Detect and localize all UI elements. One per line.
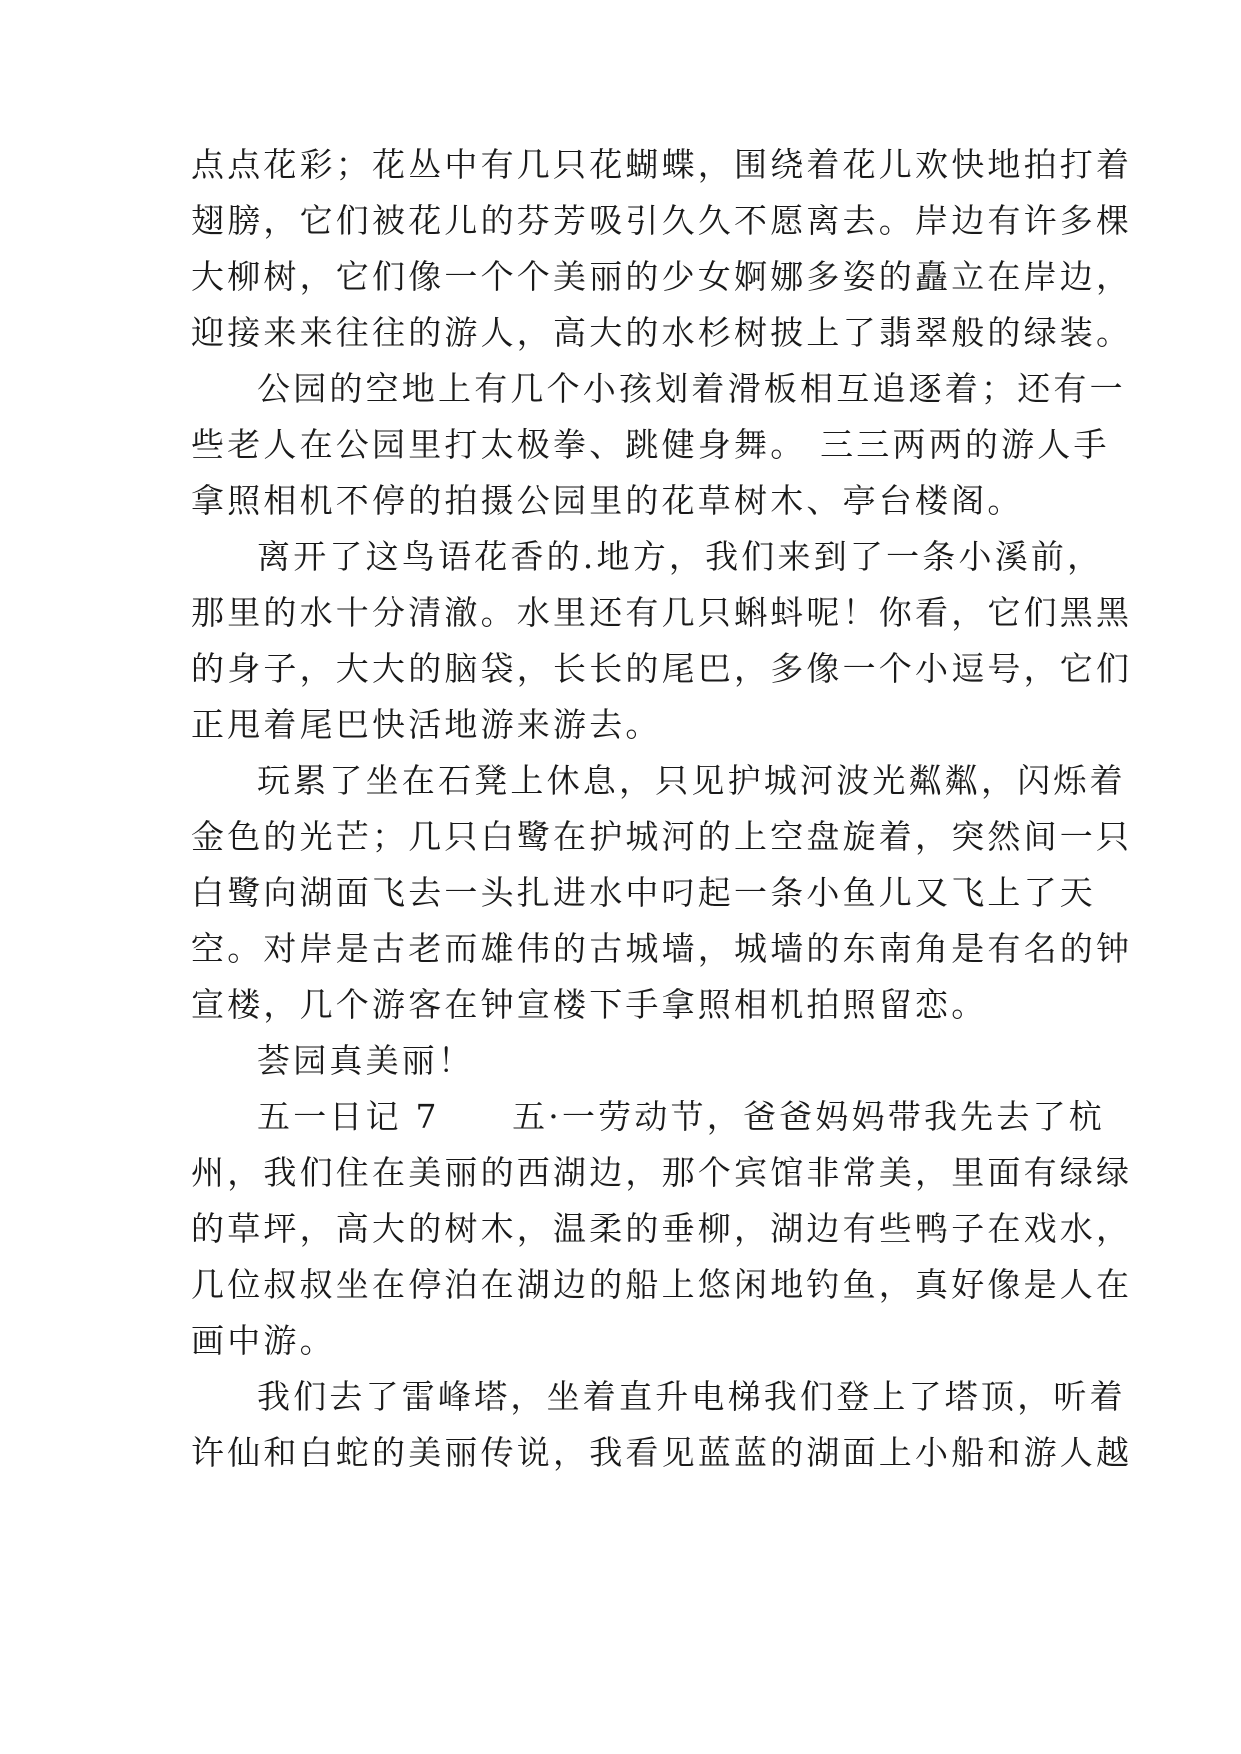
text-line: 的身子，大大的脑袋，长长的尾巴，多像一个小逗号，它们 (191, 649, 1133, 688)
text-line: 白鹭向湖面飞去一头扎进水中叼起一条小鱼儿又飞上了天 (191, 873, 1096, 912)
paragraph-start-line: 五一日记 7 五·一劳动节，爸爸妈妈带我先去了杭 (257, 1097, 1105, 1136)
text-line: 画中游。 (191, 1321, 336, 1360)
paragraph-start-line: 离开了这鸟语花香的.地方，我们来到了一条小溪前， (257, 537, 1104, 576)
paragraph-start-line: 玩累了坐在石凳上休息，只见护城河波光粼粼，闪烁着 (257, 761, 1126, 800)
text-line: 拿照相机不停的拍摄公园里的花草树木、亭台楼阁。 (191, 481, 1024, 520)
text-line: 正甩着尾巴快活地游来游去。 (191, 705, 662, 744)
text-line: 那里的水十分清澈。水里还有几只蝌蚪呢！你看，它们黑黑 (191, 593, 1133, 632)
text-line: 几位叔叔坐在停泊在湖边的船上悠闲地钓鱼，真好像是人在 (191, 1265, 1133, 1304)
paragraph-start-line: 公园的空地上有几个小孩划着滑板相互追逐着；还有一 (257, 369, 1126, 408)
text-line: 金色的光芒；几只白鹭在护城河的上空盘旋着，突然间一只 (191, 817, 1133, 856)
text-line: 宣楼，几个游客在钟宣楼下手拿照相机拍照留恋。 (191, 985, 988, 1024)
text-line: 大柳树，它们像一个个美丽的少女婀娜多姿的矗立在岸边， (191, 257, 1133, 296)
text-line: 州，我们住在美丽的西湖边，那个宾馆非常美，里面有绿绿 (191, 1153, 1133, 1192)
paragraph-start-line: 我们去了雷峰塔，坐着直升电梯我们登上了塔顶，听着 (257, 1377, 1126, 1416)
text-line: 点点花彩；花丛中有几只花蝴蝶，围绕着花儿欢快地拍打着 (191, 145, 1133, 184)
text-line: 许仙和白蛇的美丽传说，我看见蓝蓝的湖面上小船和游人越 (191, 1433, 1133, 1472)
text-line: 迎接来来往往的游人，高大的水杉树披上了翡翠般的绿装。 (191, 313, 1133, 352)
paragraph-start-line: 荟园真美丽！ (257, 1041, 475, 1080)
text-line: 的草坪，高大的树木，温柔的垂柳，湖边有些鸭子在戏水， (191, 1209, 1133, 1248)
text-line: 翅膀，它们被花儿的芬芳吸引久久不愿离去。岸边有许多棵 (191, 201, 1133, 240)
text-line: 空。对岸是古老而雄伟的古城墙，城墙的东南角是有名的钟 (191, 929, 1133, 968)
text-line: 些老人在公园里打太极拳、跳健身舞。 三三两两的游人手 (191, 425, 1110, 464)
